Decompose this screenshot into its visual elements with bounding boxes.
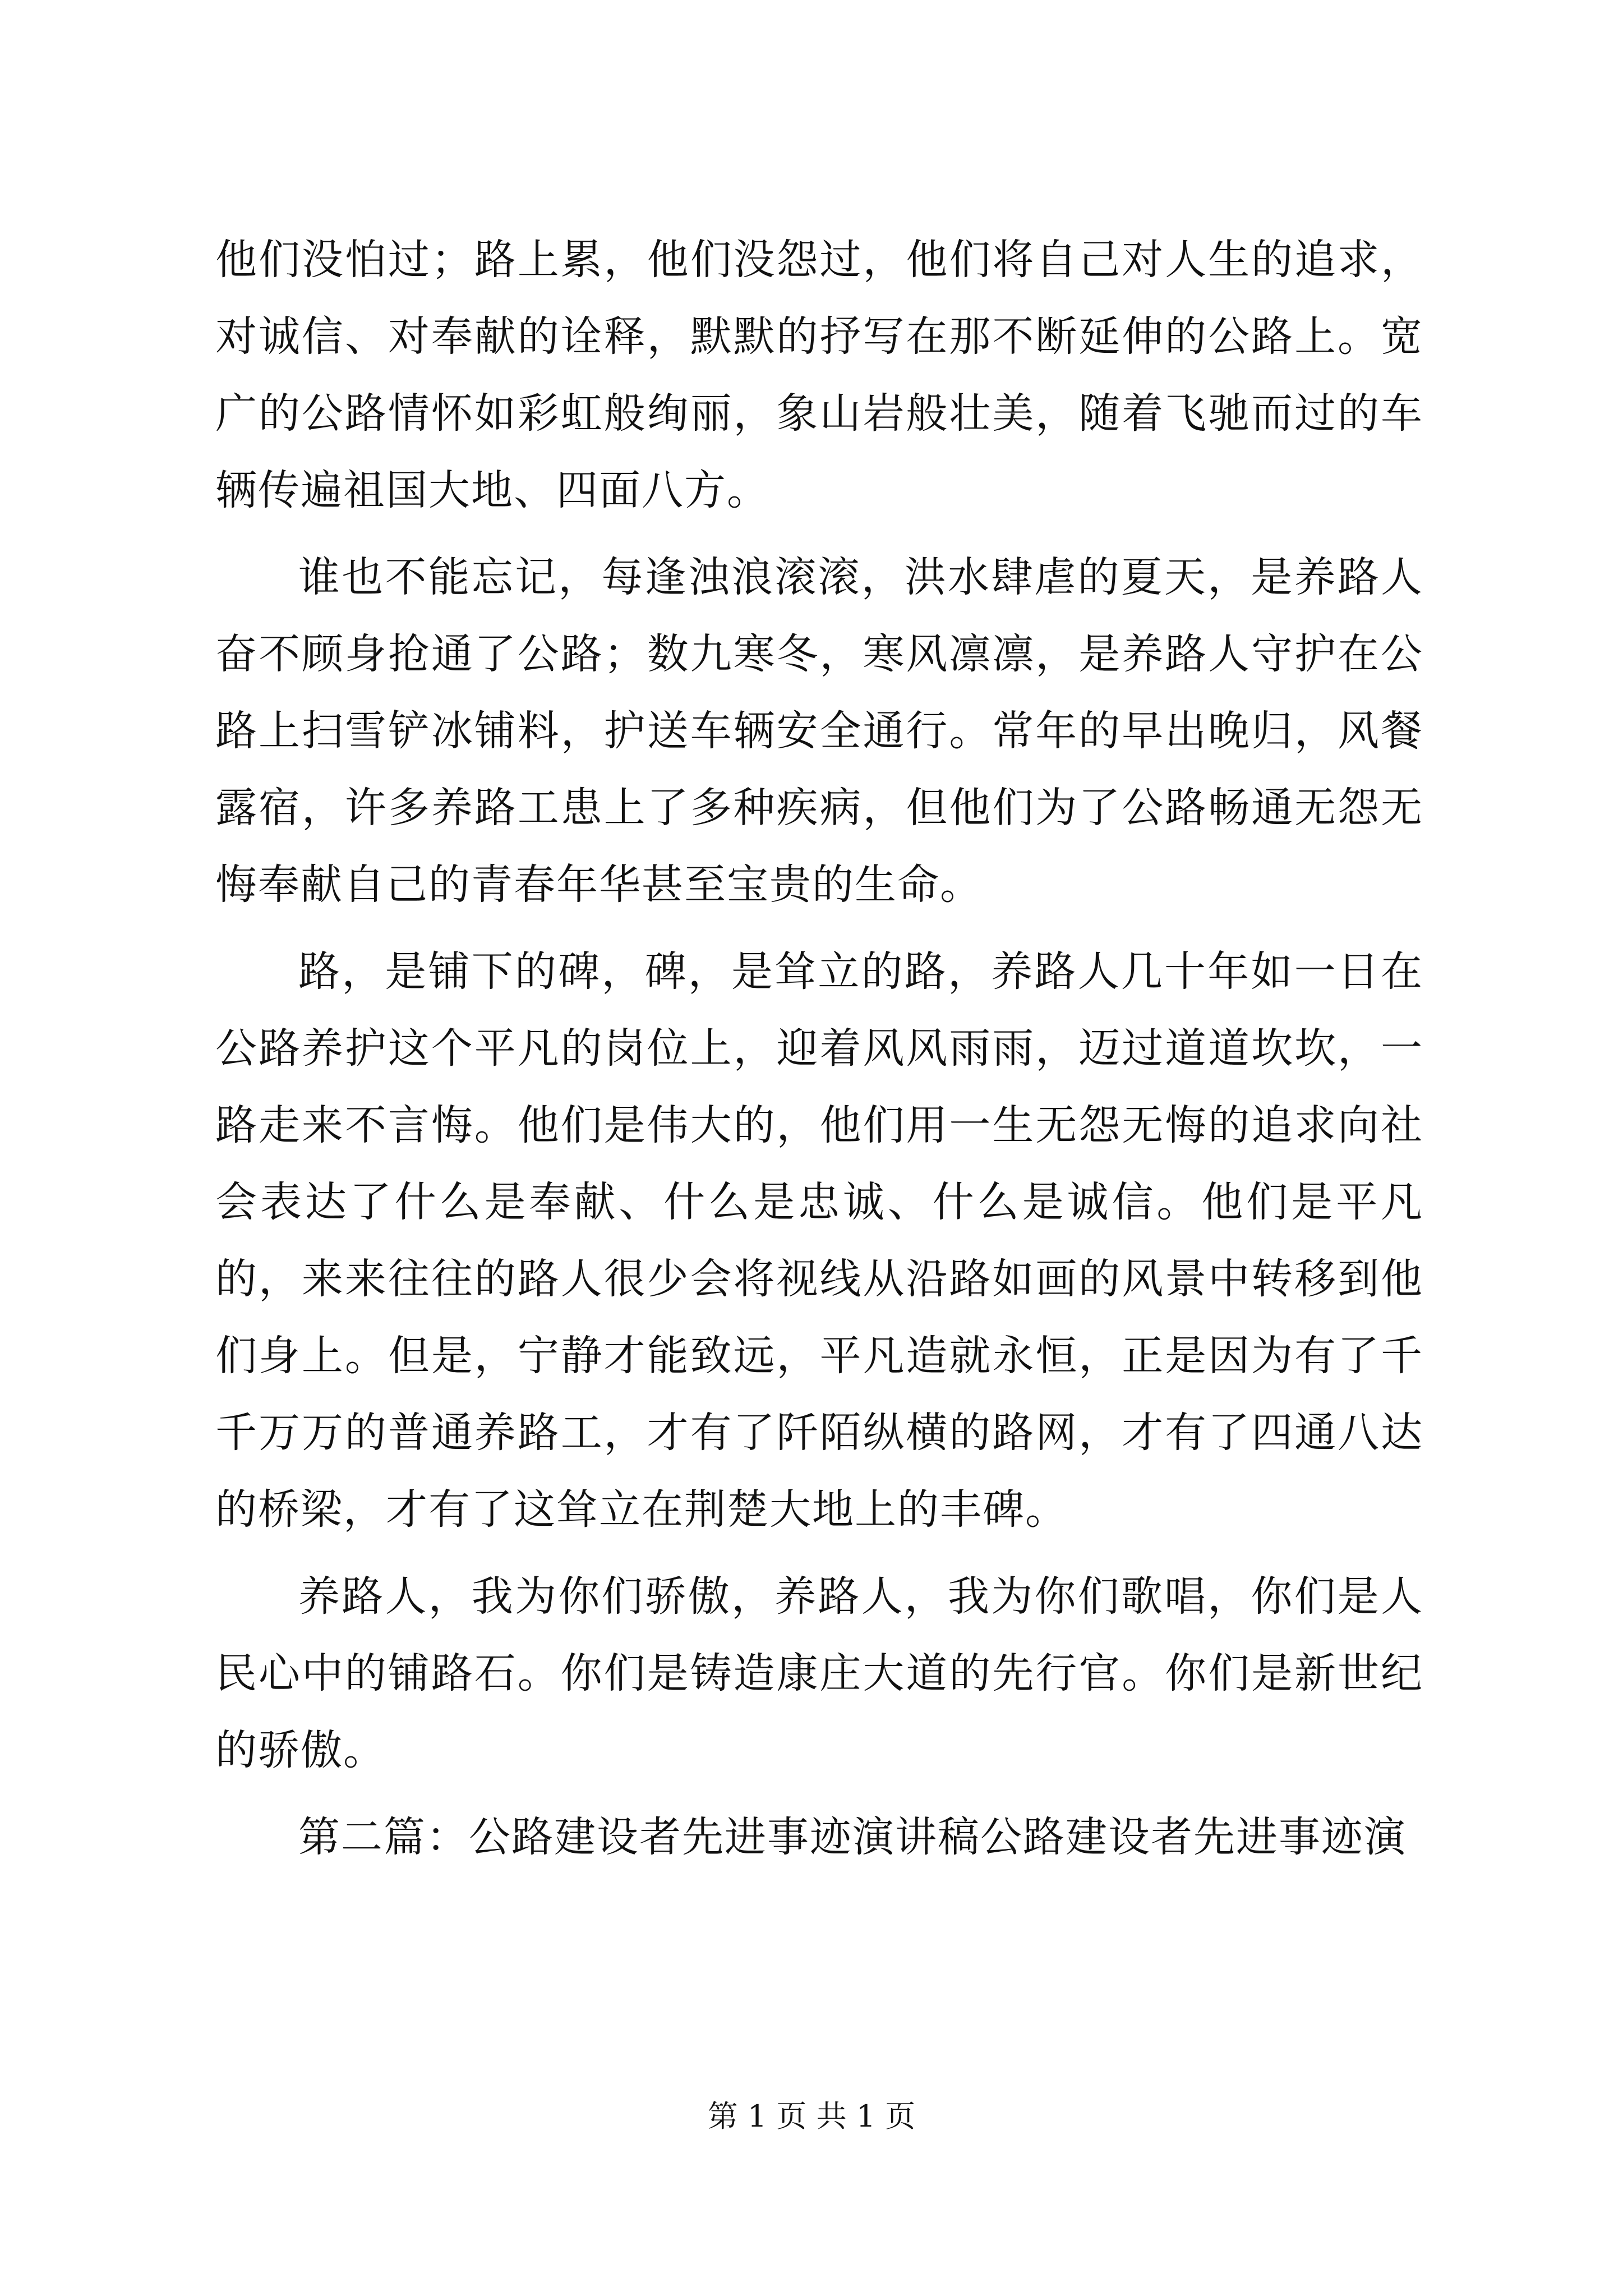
paragraph-2: 谁也不能忘记，每逢浊浪滚滚，洪水肆虐的夏天，是养路人奋不顾身抢通了公路；数九寒冬，寒风凛凛，是养路人守护在公路上扫雪铲冰铺料，护送车辆安全通行。常年的早出晚归，风餐露宿，许多养路工患上了多种疾病，但他们为了公路畅通无怨无悔奉献自己的青春年华甚至宝贵的生命。 — [215, 553, 1423, 909]
paragraph-4: 养路人，我为你们骄傲，养路人，我为你们歌唱，你们是人民心中的铺路石。你们是铸造康庄大道的先行官。你们是新世纪的骄傲。 — [215, 1572, 1423, 1774]
document-body — [215, 222, 1423, 1886]
paragraph-3: 路，是铺下的碑，碑，是耸立的路，养路人几十年如一日在公路养护这个平凡的岗位上，迎着风风雨雨，迈过道道坎坎，一路走来不言悔。他们是伟大的，他们用一生无怨无悔的追求向社会表达了什么是奉献、什么是忠诚、什么是诚信。他们是平凡的，来来往往的路人很少会将视线从沿路如画的风景中转移到他们身上。但是，宁静才能致远，平凡造就永恒，正是因为有了千千万万的普通养路工，才有了阡陌纵横的路网，才有了四通八达的桥梁，才有了这耸立在荆楚大地上的丰碑。 — [215, 947, 1423, 1534]
paragraph-5: 第二篇：公路建设者先进事迹演讲稿公路建设者先进事迹演 — [298, 1813, 1407, 1861]
page-footer — [0, 2097, 1623, 2136]
page-number-label: 第 1 页 共 1 页 — [707, 2099, 916, 2134]
paragraph-1: 他们没怕过；路上累，他们没怨过，他们将自己对人生的追求，对诚信、对奉献的诠释，默默的抒写在那不断延伸的公路上。宽广的公路情怀如彩虹般绚丽，象山岩般壮美，随着飞驰而过的车辆传遍祖国大地、四面八方。 — [215, 236, 1423, 514]
